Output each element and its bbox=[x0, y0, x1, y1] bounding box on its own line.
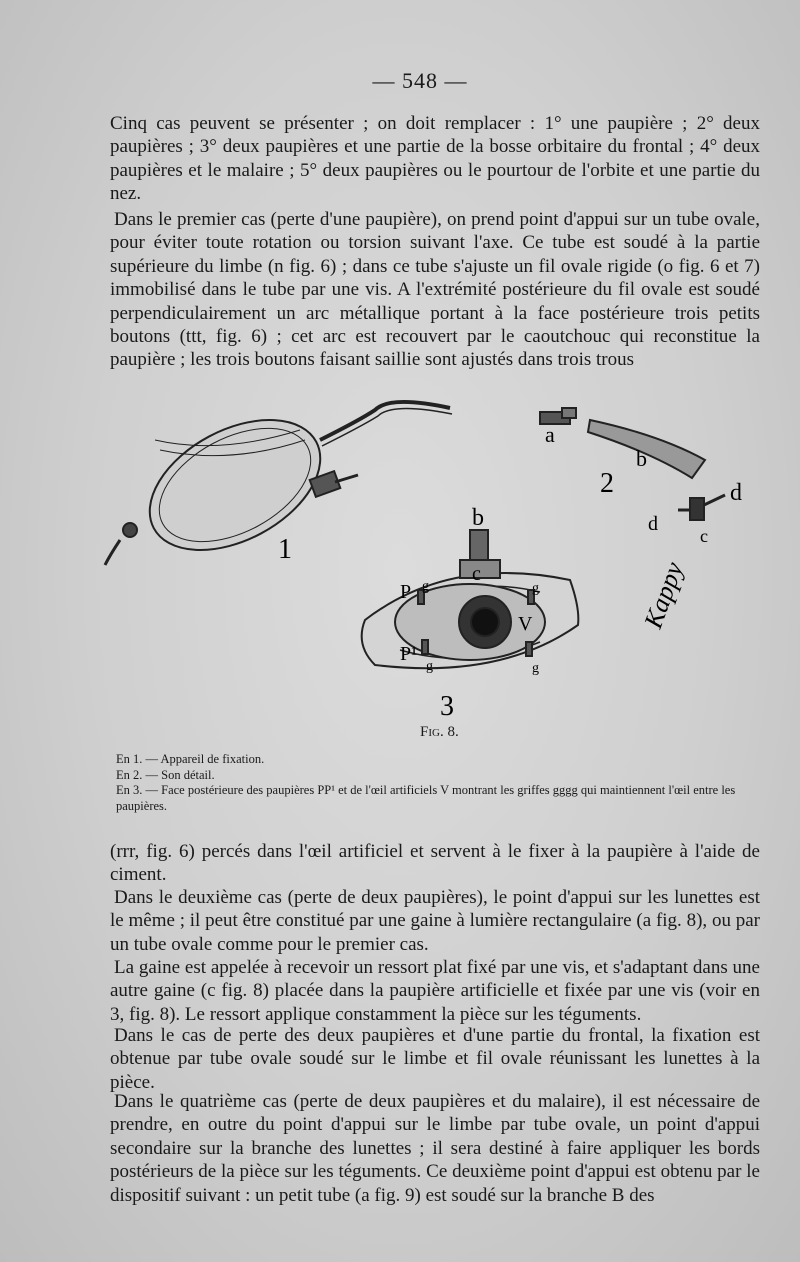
figure-8-drawing bbox=[100, 380, 760, 740]
paragraph-gaine: La gaine est appelée à recevoir un ressort plat fixé par une vis, et s'adaptant dans une autre gaine (c fig. 8) placée dans la paupière artificielle et fixée par une vis (voir en 3, fig. 8). Le ressort applique constamment la pièce sur les téguments. bbox=[110, 957, 760, 1025]
legend-item-3: En 3. — Face postérieure des paupières PP¹ et de l'œil artificiels V montrant les griffes gggg qui maintiennent l'œil entre les paupières. bbox=[116, 783, 736, 813]
label-b-eye: b bbox=[472, 505, 484, 531]
legend-item-1: En 1. — Appareil de fixation. bbox=[116, 752, 265, 766]
label-a: a bbox=[545, 422, 555, 447]
label-g1: g bbox=[422, 579, 429, 594]
label-p1: P¹ bbox=[400, 643, 418, 665]
paragraph-second-case: Dans le deuxième cas (perte de deux paupières), le point d'appui sur les lunettes est le même ; il peut être constitué par une gaine à lumière rectangulaire (a fig. 8), ou par un tube ovale comme pour le premier cas. bbox=[110, 887, 760, 955]
label-p: P bbox=[400, 581, 412, 603]
label-fig3: 3 bbox=[440, 691, 454, 722]
paragraph-fourth-case: Dans le quatrième cas (perte de deux paupières et du malaire), il est nécessaire de prendre, en outre du point d'appui sur le limbe par tube ovale, un point d'appui secondaire sur la branche des lunettes ; il sera destiné à faire appliquer les bords postérieurs de la pièce sur les téguments. Ce deuxième point d'appui est obtenu par le dispositif suivant : un petit tube (a fig. 9) est soudé sur la branche B des bbox=[110, 1091, 760, 1206]
paragraph-rrr: (rrr, fig. 6) percés dans l'œil artificiel et servent à le fixer à la paupière à l'aide de ciment. bbox=[110, 841, 760, 886]
label-c-eye: c bbox=[472, 563, 481, 585]
label-d-left: d bbox=[648, 513, 658, 535]
eye-drawing bbox=[362, 530, 579, 668]
paragraph-frontal: Dans le cas de perte des deux paupières et d'une partie du frontal, la fixation est obtenue par tube ovale soudé sur le limbe et fil ovale réunissant les lunettes à la pièce. bbox=[110, 1025, 760, 1093]
label-g4: g bbox=[532, 661, 539, 676]
figure-8 bbox=[100, 380, 760, 740]
label-fig1: 1 bbox=[278, 534, 292, 565]
label-g3: g bbox=[426, 659, 433, 674]
figure-legend bbox=[116, 752, 766, 814]
paragraph-first-case: Dans le premier cas (perte d'une paupière), on prend point d'appui sur un tube ovale, pour éviter toute rotation ou torsion suivant l'axe. Ce tube est soudé à la partie supérieure du limbe (n fig. 6) ; dans ce tube s'ajuste un fil ovale rigide (o fig. 6 et 7) immobilisé dans le tube par une vis. A l'extrémité postérieure du fil ovale est soudé perpendiculairement un arc métallique portant à la face postérieure trois petits boutons (ttt, fig. 6) ; cet arc est recouvert par le caoutchouc qui reconstitue la paupière ; les trois boutons faisant saillie sont ajustés dans trois trous bbox=[110, 209, 760, 371]
label-fig2: 2 bbox=[600, 468, 614, 499]
figure-caption: Fig. 8. bbox=[420, 724, 459, 740]
artist-signature: Kappy bbox=[638, 558, 689, 633]
label-d-right: d bbox=[730, 480, 742, 506]
paragraph-cases: Cinq cas peuvent se présenter ; on doit remplacer : 1° une paupière ; 2° deux paupières ; 3° deux paupières et une partie de la bosse orbitaire du frontal ; 4° deux paupières et le malaire ; 5° deux paupières ou le pourtour de l'orbite et une partie du nez. bbox=[110, 113, 760, 205]
detail-drawing bbox=[540, 408, 725, 520]
label-v: V bbox=[518, 613, 533, 635]
page-number: — 548 — bbox=[372, 68, 468, 93]
label-g2: g bbox=[532, 581, 539, 596]
legend-item-2: En 2. — Son détail. bbox=[116, 767, 215, 782]
label-b-detail: b bbox=[636, 446, 647, 471]
label-c-detail: c bbox=[700, 526, 708, 546]
